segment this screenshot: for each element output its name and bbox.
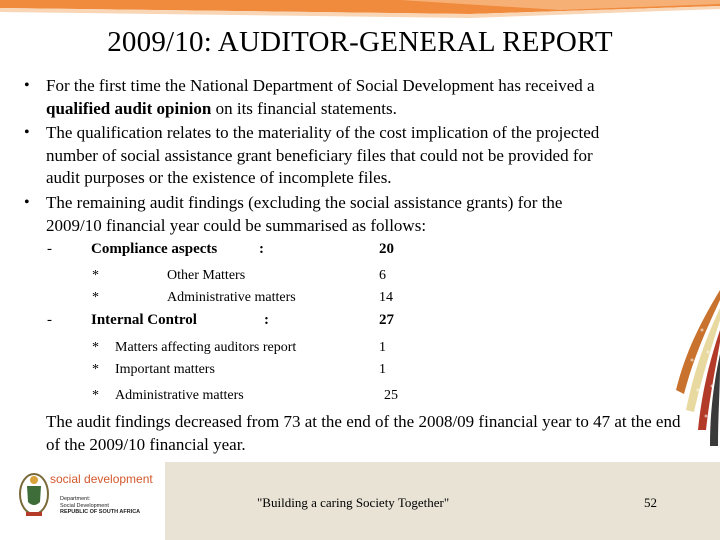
- bullet-3-line-2: 2009/10 financial year could be summarised as follows:: [46, 215, 427, 235]
- bullet-marker: •: [24, 194, 30, 211]
- compliance-item-star: *: [92, 290, 99, 305]
- top-ribbon: [0, 0, 720, 22]
- bullet-1-line-1: For the first time the National Department of Social Development has received a: [46, 76, 595, 95]
- bullet-2-text: [46, 122, 706, 190]
- internal-total: 27: [379, 312, 394, 328]
- internal-item-value: 1: [379, 340, 386, 355]
- dept-line-2: Social Development: [60, 502, 109, 509]
- slide-title: 2009/10: AUDITOR-GENERAL REPORT: [107, 26, 613, 58]
- compliance-item-star: *: [92, 268, 99, 283]
- internal-dash: -: [47, 312, 52, 328]
- bullet-1-line-2: [46, 98, 706, 121]
- internal-label: Internal Control: [91, 312, 197, 328]
- internal-item-star: *: [92, 362, 99, 377]
- compliance-item-value: 6: [379, 268, 386, 283]
- bullet-2-line-1: The qualification relates to the materiality of the cost implication of the projected: [46, 123, 600, 142]
- internal-item-value: 25: [384, 388, 398, 403]
- internal-item-label: Matters affecting auditors report: [115, 340, 297, 355]
- compliance-total: 20: [379, 241, 394, 257]
- internal-item-label: Important matters: [115, 362, 215, 377]
- internal-item-star: *: [92, 340, 99, 355]
- compliance-dash: -: [47, 241, 52, 257]
- compliance-colon: :: [259, 241, 264, 257]
- dept-line-1: Department:: [60, 496, 91, 502]
- internal-item-star: *: [92, 388, 99, 403]
- page-number: 52: [644, 495, 657, 510]
- footer-slogan: "Building a caring Society Together": [257, 495, 450, 510]
- dept-line-3: REPUBLIC OF SOUTH AFRICA: [60, 509, 141, 515]
- coat-of-arms-icon: [18, 470, 50, 522]
- compliance-item-value: 14: [379, 290, 393, 305]
- bullet-1-text: [46, 75, 706, 120]
- bullet-2-line-3: audit purposes or the existence of incomplete files.: [46, 168, 392, 187]
- bullet-3-text: [46, 192, 706, 237]
- internal-colon: :: [264, 312, 269, 328]
- compliance-item-label: Administrative matters: [167, 290, 296, 305]
- department-label: [60, 496, 140, 516]
- bullet-1-line-2-rest: on its financial statements.: [211, 98, 397, 118]
- bullet-marker: •: [24, 124, 30, 141]
- bullet-2-line-2: number of social assistance grant beneficiary files that could not be provided for: [46, 145, 593, 165]
- compliance-item-label: Other Matters: [167, 268, 246, 283]
- bullet-3-line-1: The remaining audit findings (excluding the social assistance grants) for the: [46, 193, 563, 212]
- brand-name: social development: [50, 472, 153, 486]
- conclusion-text: The audit findings decreased from 73 at the end of the 2008/09 financial year to 47 at the end of the 2009/10 financial year.: [46, 412, 681, 454]
- internal-item-value: 1: [379, 362, 386, 377]
- qualified-audit-opinion: qualified audit opinion: [46, 98, 212, 118]
- internal-item-label: Administrative matters: [115, 388, 244, 403]
- bullet-marker: •: [24, 77, 30, 94]
- compliance-label: Compliance aspects: [91, 241, 218, 257]
